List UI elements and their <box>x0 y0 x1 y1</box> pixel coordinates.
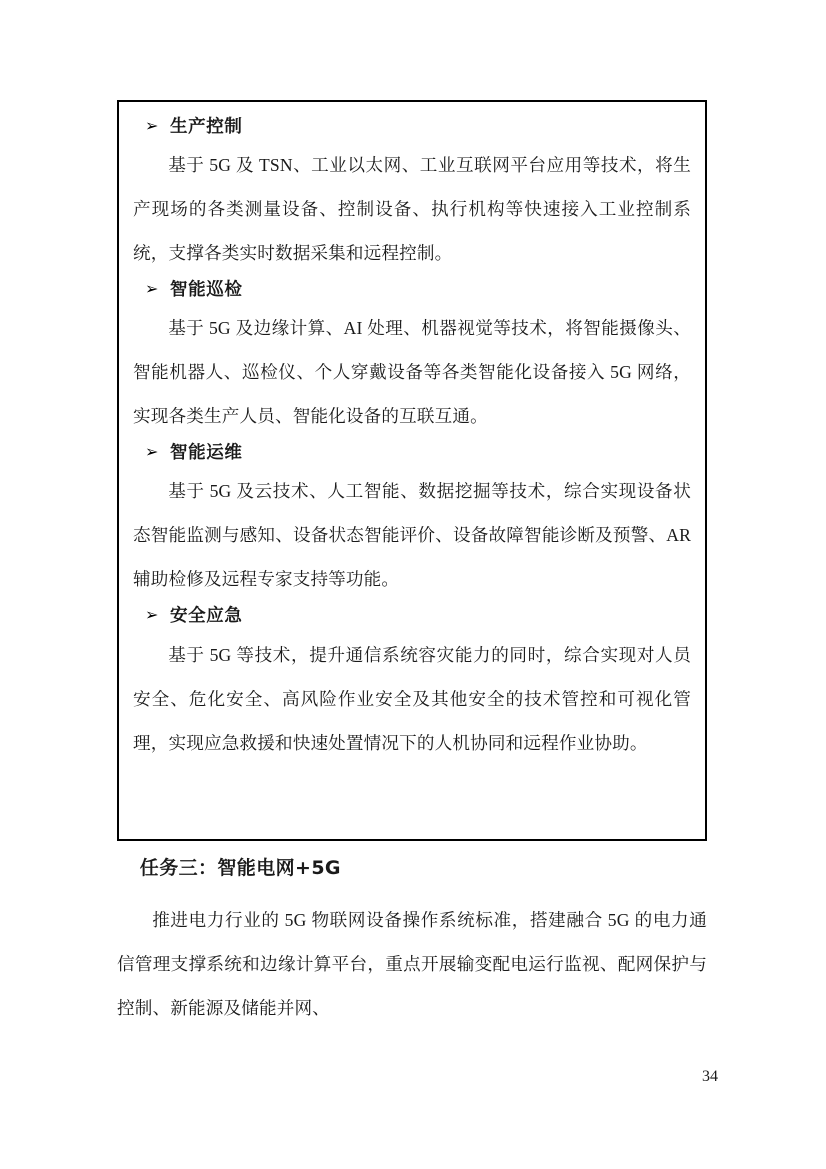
callout-section-safety-emergency <box>133 603 691 764</box>
task-section-body: 推进电力行业的 5G 物联网设备操作系统标准，搭建融合 5G 的电力通信管理支撑系统和边缘计算平台，重点开展输变配电运行监视、配网保护与控制、新能源及储能并网、 <box>117 910 707 1018</box>
callout-box-content <box>133 114 691 765</box>
body-paragraph-intelligent-inspection: 基于 5G 及边缘计算、AI 处理、机器视觉等技术，将智能摄像头、智能机器人、巡检仪、个人穿戴设备等各类智能化设备接入 5G 网络，实现各类生产人员、智能化设备的互联互通。 <box>133 318 691 427</box>
task-section-heading: 任务三：智能电网+5G <box>139 857 341 879</box>
arrow-bullet-icon: ➢ <box>145 442 160 462</box>
arrow-bullet-icon: ➢ <box>145 279 160 299</box>
arrow-bullet-icon: ➢ <box>145 116 160 135</box>
bullet-heading-label: 安全应急 <box>170 606 243 627</box>
bullet-heading-safety-emergency <box>133 603 691 630</box>
bullet-heading-label: 智能运维 <box>170 443 243 464</box>
bullet-heading-label: 智能巡检 <box>170 280 243 301</box>
bullet-heading-production-control <box>133 114 691 141</box>
callout-section-intelligent-ops <box>133 440 691 601</box>
callout-section-production-control <box>133 114 691 275</box>
callout-section-intelligent-inspection <box>133 277 691 438</box>
body-paragraph-intelligent-ops: 基于 5G 及云技术、人工智能、数据挖掘等技术，综合实现设备状态智能监测与感知、设备状态智能评价、设备故障智能诊断及预警、AR 辅助检修及远程专家支持等功能。 <box>133 481 691 590</box>
bullet-heading-label: 生产控制 <box>170 117 243 137</box>
body-paragraph-production-control: 基于 5G 及 TSN、工业以太网、工业互联网平台应用等技术，将生产现场的各类测量设备、控制设备、执行机构等快速接入工业控制系统，支撑各类实时数据采集和远程控制。 <box>133 155 691 264</box>
body-paragraph-safety-emergency: 基于 5G 等技术，提升通信系统容灾能力的同时，综合实现对人员安全、危化安全、高风险作业安全及其他安全的技术管控和可视化管理，实现应急救援和快速处置情况下的人机协同和远程作业协助。 <box>133 644 691 753</box>
bullet-heading-intelligent-ops <box>133 440 691 467</box>
page-number: 34 <box>702 1068 718 1085</box>
callout-box <box>117 100 707 841</box>
bullet-heading-intelligent-inspection <box>133 277 691 304</box>
arrow-bullet-icon: ➢ <box>145 605 160 625</box>
